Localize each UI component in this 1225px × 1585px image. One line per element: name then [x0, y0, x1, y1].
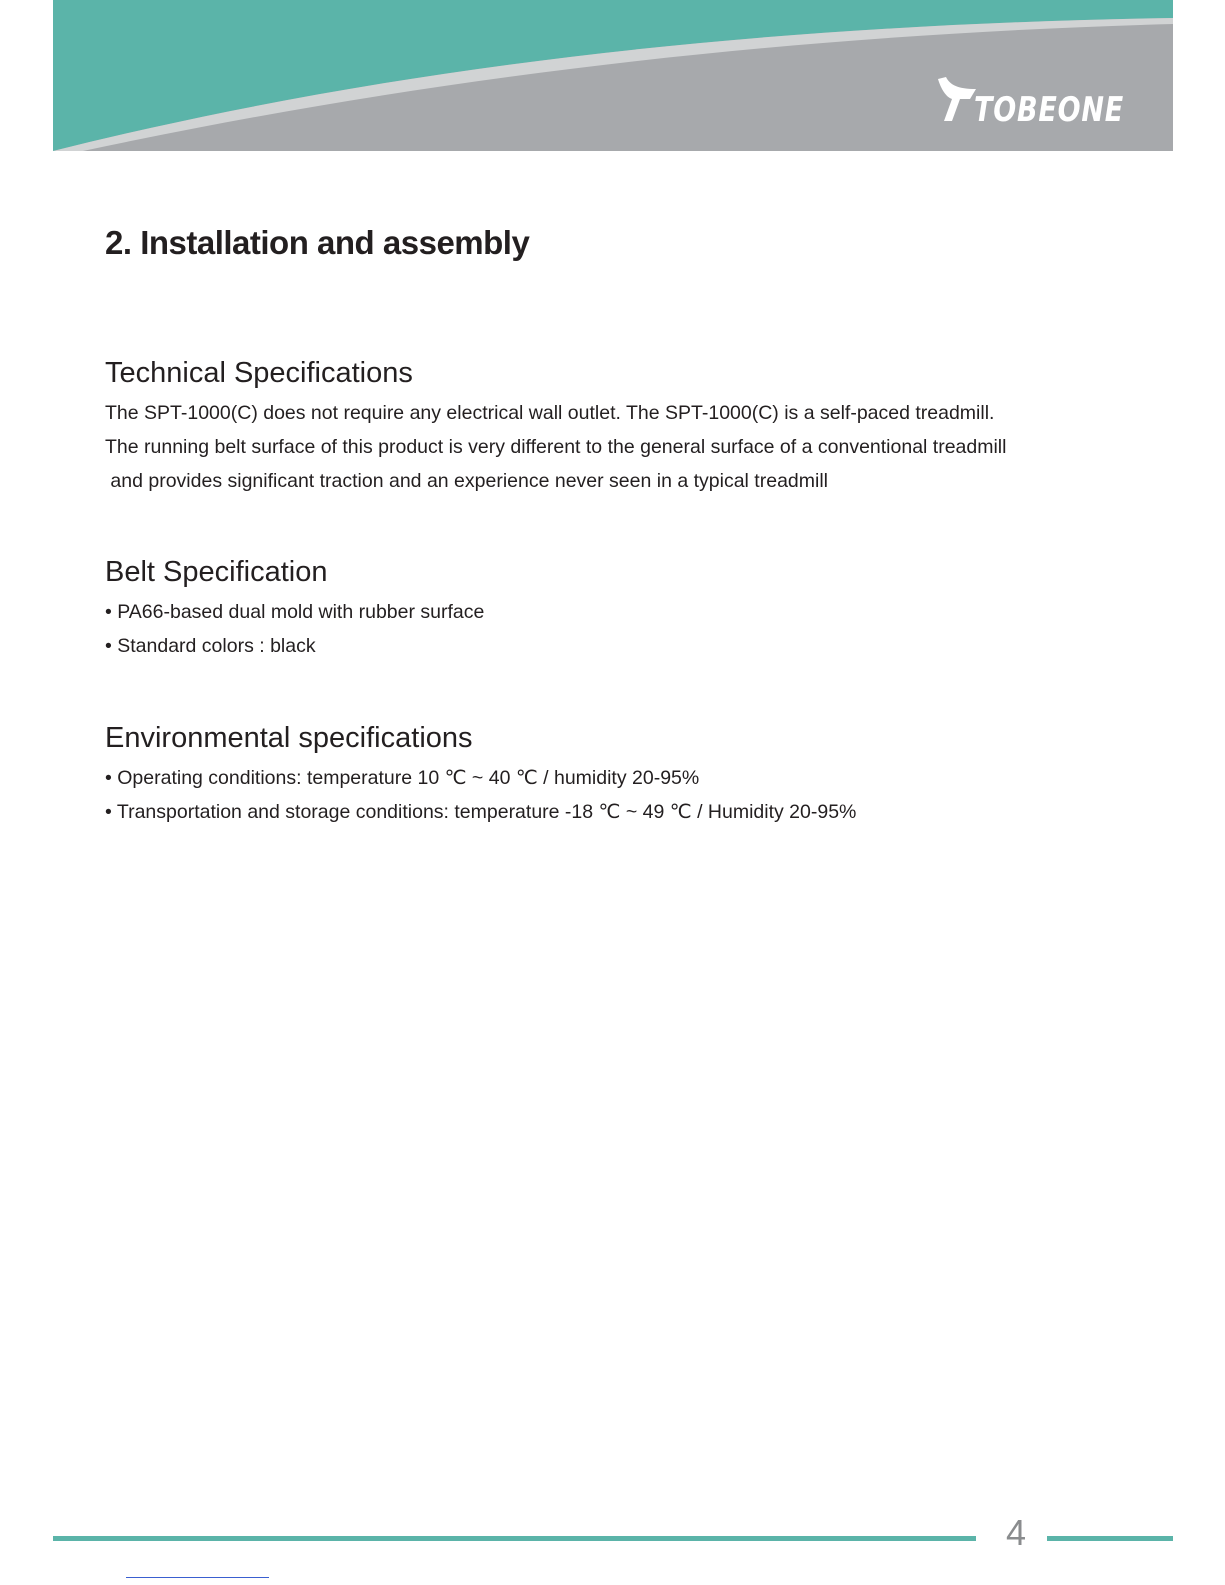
environmental-specifications-section: [105, 722, 1165, 829]
footer-rule-left: [53, 1536, 976, 1541]
logo-text: TOBEONE: [974, 90, 1124, 130]
environmental-specifications-heading: Environmental specifications: [105, 722, 473, 754]
belt-line-2: • Standard colors : black: [105, 635, 316, 657]
tobeone-logo: [936, 75, 1136, 130]
page-number: 4: [1005, 1512, 1027, 1553]
logo-graphic: [936, 75, 1136, 130]
belt-line-1: • PA66-based dual mold with rubber surface: [105, 601, 485, 623]
belt-specification-heading: Belt Specification: [105, 556, 328, 588]
footer-rule-right: [1047, 1536, 1173, 1541]
technical-line-3: and provides significant traction and an experience never seen in a typical treadmill: [105, 470, 828, 492]
technical-specifications-section: [105, 357, 1165, 498]
section-title: 2. Installation and assembly: [105, 224, 530, 261]
belt-specification-section: [105, 556, 1165, 663]
technical-specifications-heading: Technical Specifications: [105, 357, 413, 389]
technical-line-2: The running belt surface of this product is very different to the general surface of a conventional treadmill: [105, 436, 1007, 458]
technical-line-1: The SPT-1000(C) does not require any electrical wall outlet. The SPT-1000(C) is a self-paced treadmill.: [105, 402, 995, 424]
environmental-line-2: • Transportation and storage conditions: temperature -18 ℃ ~ 49 ℃ / Humidity 20-95%: [105, 801, 857, 823]
bottom-link-underline: [126, 1577, 269, 1578]
environmental-line-1: • Operating conditions: temperature 10 ℃ ~ 40 ℃ / humidity 20-95%: [105, 767, 700, 789]
